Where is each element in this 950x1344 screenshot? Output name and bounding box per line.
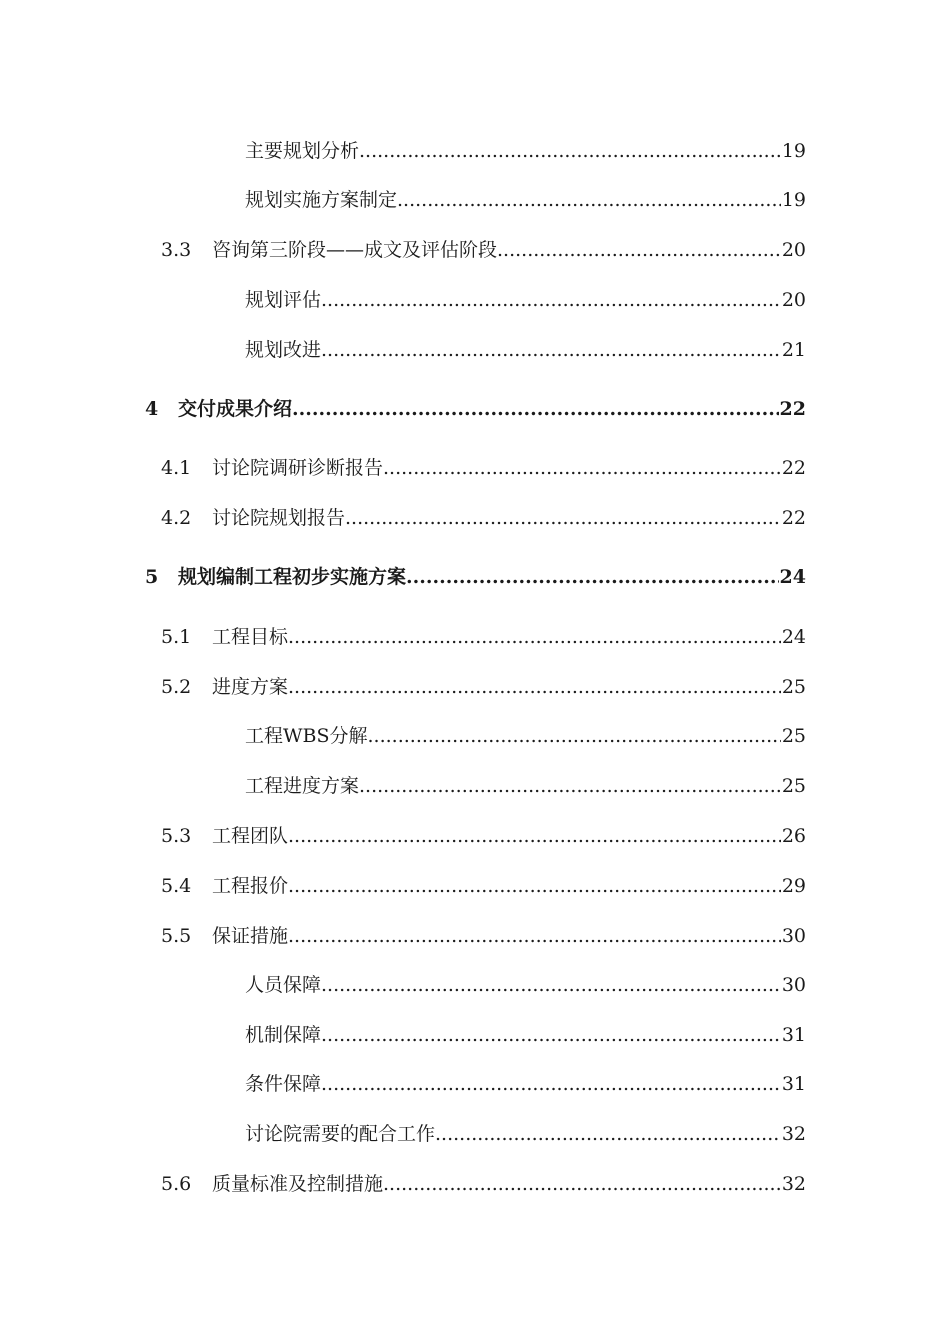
toc-dot-leader: [368, 721, 781, 751]
toc-entry[interactable]: [0, 185, 950, 215]
toc-entry-title: 进度方案: [212, 676, 289, 698]
toc-entry-title: 讨论院规划报告: [212, 507, 346, 529]
toc-entry-title: 讨论院调研诊断报告: [212, 457, 384, 479]
toc-entry-page: 24: [779, 566, 806, 588]
toc-dot-leader: [359, 771, 781, 801]
toc-entry-title: 讨论院需要的配合工作: [245, 1123, 436, 1145]
toc-entry-page: 22: [781, 457, 806, 479]
toc-entry[interactable]: [0, 1069, 950, 1099]
toc-entry-page: 31: [781, 1024, 806, 1046]
toc-dot-leader: [321, 1020, 781, 1050]
toc-dot-leader: [435, 1119, 781, 1149]
toc-entry-number: 5.2: [161, 676, 192, 698]
toc-entry[interactable]: [0, 503, 950, 533]
toc-entry[interactable]: [0, 721, 950, 751]
toc-entry-page: 30: [781, 974, 806, 996]
toc-entry[interactable]: [0, 235, 950, 265]
toc-entry-number: 5: [145, 566, 159, 588]
toc-entry-title: 工程目标: [212, 626, 289, 648]
toc-entry-title: 保证措施: [212, 925, 289, 947]
toc-entry-title: 机制保障: [245, 1024, 322, 1046]
toc-entry[interactable]: [0, 771, 950, 801]
toc-dot-leader: [321, 335, 781, 365]
toc-entry-number: 5.1: [161, 626, 192, 648]
toc-entry-number: 4: [145, 398, 159, 420]
toc-entry[interactable]: [0, 1169, 950, 1199]
toc-entry[interactable]: [0, 285, 950, 315]
toc-entry-page: 25: [781, 676, 806, 698]
toc-entry-title: 工程进度方案: [245, 775, 360, 797]
toc-dot-leader: [321, 285, 781, 315]
toc-dot-leader: [406, 562, 779, 592]
toc-entry-title: 规划编制工程初步实施方案: [178, 566, 407, 588]
toc-dot-leader: [383, 1169, 781, 1199]
toc-entry[interactable]: [0, 871, 950, 901]
toc-dot-leader: [359, 136, 781, 166]
toc-entry-title: 交付成果介绍: [178, 398, 293, 420]
toc-entry-page: 30: [781, 925, 806, 947]
toc-entry[interactable]: [0, 921, 950, 951]
toc-dot-leader: [288, 871, 781, 901]
toc-dot-leader: [321, 970, 781, 1000]
toc-entry[interactable]: [0, 453, 950, 483]
toc-entry-title: 条件保障: [245, 1073, 322, 1095]
toc-entry-page: 20: [781, 289, 806, 311]
toc-entry[interactable]: [0, 136, 950, 166]
toc-entry-title: 规划实施方案制定: [245, 189, 398, 211]
toc-entry[interactable]: [0, 1119, 950, 1149]
toc-entry-number: 4.1: [161, 457, 192, 479]
toc-dot-leader: [497, 235, 781, 265]
toc-entry-page: 22: [781, 507, 806, 529]
toc-entry-page: 19: [781, 140, 806, 162]
toc-dot-leader: [288, 622, 781, 652]
toc-entry[interactable]: [0, 821, 950, 851]
toc-entry-number: 3.3: [161, 239, 192, 261]
toc-entry-page: 24: [781, 626, 806, 648]
toc-entry-page: 21: [781, 339, 806, 361]
toc-entry-number: 5.3: [161, 825, 192, 847]
toc-entry-title: 质量标准及控制措施: [212, 1173, 384, 1195]
toc-entry-title: 主要规划分析: [245, 140, 360, 162]
toc-entry-title: 工程报价: [212, 875, 289, 897]
toc-entry-title: 工程团队: [212, 825, 289, 847]
toc-entry[interactable]: [0, 335, 950, 365]
toc-dot-leader: [288, 672, 781, 702]
toc-dot-leader: [397, 185, 781, 215]
toc-entry-title: 人员保障: [245, 974, 322, 996]
toc-entry[interactable]: [0, 562, 950, 592]
toc-entry-page: 20: [781, 239, 806, 261]
toc-entry-number: 5.4: [161, 875, 192, 897]
toc-entry-number: 4.2: [161, 507, 192, 529]
toc-entry-page: 32: [781, 1123, 806, 1145]
toc-entry[interactable]: [0, 622, 950, 652]
toc-entry-page: 22: [779, 398, 806, 420]
toc-entry-page: 25: [781, 725, 806, 747]
toc-dot-leader: [288, 921, 781, 951]
toc-entry-title: 规划改进: [245, 339, 322, 361]
toc-dot-leader: [321, 1069, 781, 1099]
toc-dot-leader: [288, 821, 781, 851]
toc-entry-number: 5.6: [161, 1173, 192, 1195]
toc-entry-title: 工程WBS分解: [245, 725, 368, 747]
toc-entry-page: 32: [781, 1173, 806, 1195]
toc-entry-page: 19: [781, 189, 806, 211]
toc-dot-leader: [383, 453, 781, 483]
toc-entry-page: 26: [781, 825, 806, 847]
toc-dot-leader: [345, 503, 781, 533]
toc-entry-page: 25: [781, 775, 806, 797]
toc-entry[interactable]: [0, 672, 950, 702]
toc-entry-title: 规划评估: [245, 289, 322, 311]
toc-dot-leader: [292, 394, 779, 424]
toc-entry-number: 5.5: [161, 925, 192, 947]
toc-entry-page: 31: [781, 1073, 806, 1095]
toc-entry[interactable]: [0, 1020, 950, 1050]
toc-entry-title: 咨询第三阶段——成文及评估阶段: [212, 239, 498, 261]
toc-entry[interactable]: [0, 970, 950, 1000]
toc-entry[interactable]: [0, 394, 950, 424]
toc-entry-page: 29: [781, 875, 806, 897]
